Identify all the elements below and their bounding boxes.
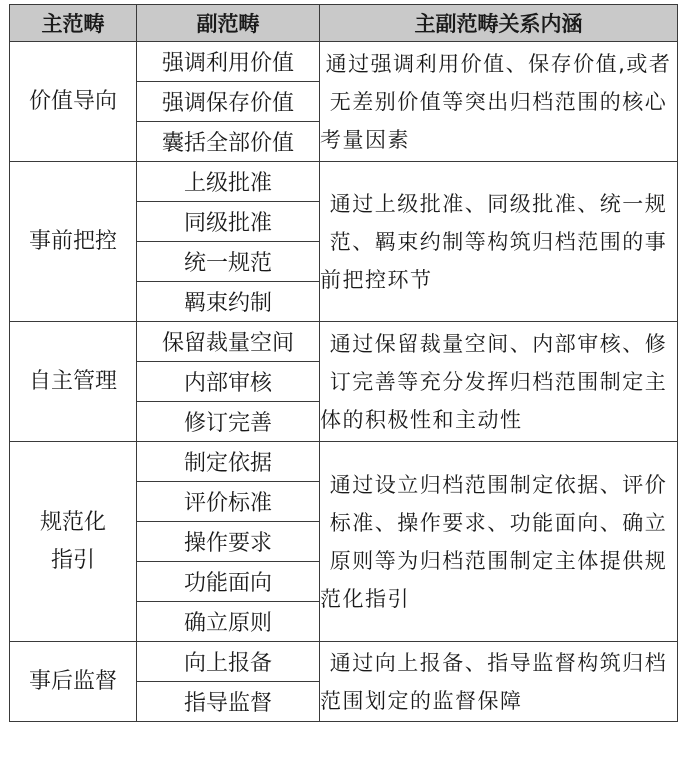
table-row [10, 642, 678, 682]
sub-category-cell: 强调保存价值 [137, 82, 320, 122]
main-category-cell: 自主管理 [10, 322, 137, 442]
relation-cell: 通过保留裁量空间、内部审核、修订完善等充分发挥归档范围制定主体的积极性和主动性 [320, 322, 678, 442]
sub-category-cell: 指导监督 [137, 682, 320, 722]
sub-category-cell: 操作要求 [137, 522, 320, 562]
header-sub-category: 副范畴 [137, 5, 320, 42]
category-relation-table [9, 4, 678, 722]
sub-category-cell: 修订完善 [137, 402, 320, 442]
main-category-label: 规范化指引 [40, 509, 107, 573]
sub-category-cell: 保留裁量空间 [137, 322, 320, 362]
main-category-cell: 价值导向 [10, 42, 137, 162]
main-category-cell: 事前把控 [10, 162, 137, 322]
header-row [10, 5, 678, 42]
sub-category-cell: 制定依据 [137, 442, 320, 482]
table-row [10, 42, 678, 82]
table-row [10, 322, 678, 362]
sub-category-cell: 囊括全部价值 [137, 122, 320, 162]
sub-category-cell: 同级批准 [137, 202, 320, 242]
sub-category-cell: 向上报备 [137, 642, 320, 682]
relation-cell: 通过向上报备、指导监督构筑归档范围划定的监督保障 [320, 642, 678, 722]
sub-category-cell: 上级批准 [137, 162, 320, 202]
header-main-category: 主范畴 [10, 5, 137, 42]
relation-cell: 通过强调利用价值、保存价值,或者无差别价值等突出归档范围的核心考量因素 [320, 42, 678, 162]
header-relation: 主副范畴关系内涵 [320, 5, 678, 42]
main-category-cell [10, 442, 137, 642]
sub-category-cell: 羁束约制 [137, 282, 320, 322]
sub-category-cell: 强调利用价值 [137, 42, 320, 82]
sub-category-cell: 评价标准 [137, 482, 320, 522]
table-row [10, 442, 678, 482]
table-row [10, 162, 678, 202]
sub-category-cell: 确立原则 [137, 602, 320, 642]
relation-cell: 通过上级批准、同级批准、统一规范、羁束约制等构筑归档范围的事前把控环节 [320, 162, 678, 322]
main-category-cell: 事后监督 [10, 642, 137, 722]
relation-cell: 通过设立归档范围制定依据、评价标准、操作要求、功能面向、确立原则等为归档范围制定主体提供规范化指引 [320, 442, 678, 642]
sub-category-cell: 功能面向 [137, 562, 320, 602]
sub-category-cell: 内部审核 [137, 362, 320, 402]
sub-category-cell: 统一规范 [137, 242, 320, 282]
